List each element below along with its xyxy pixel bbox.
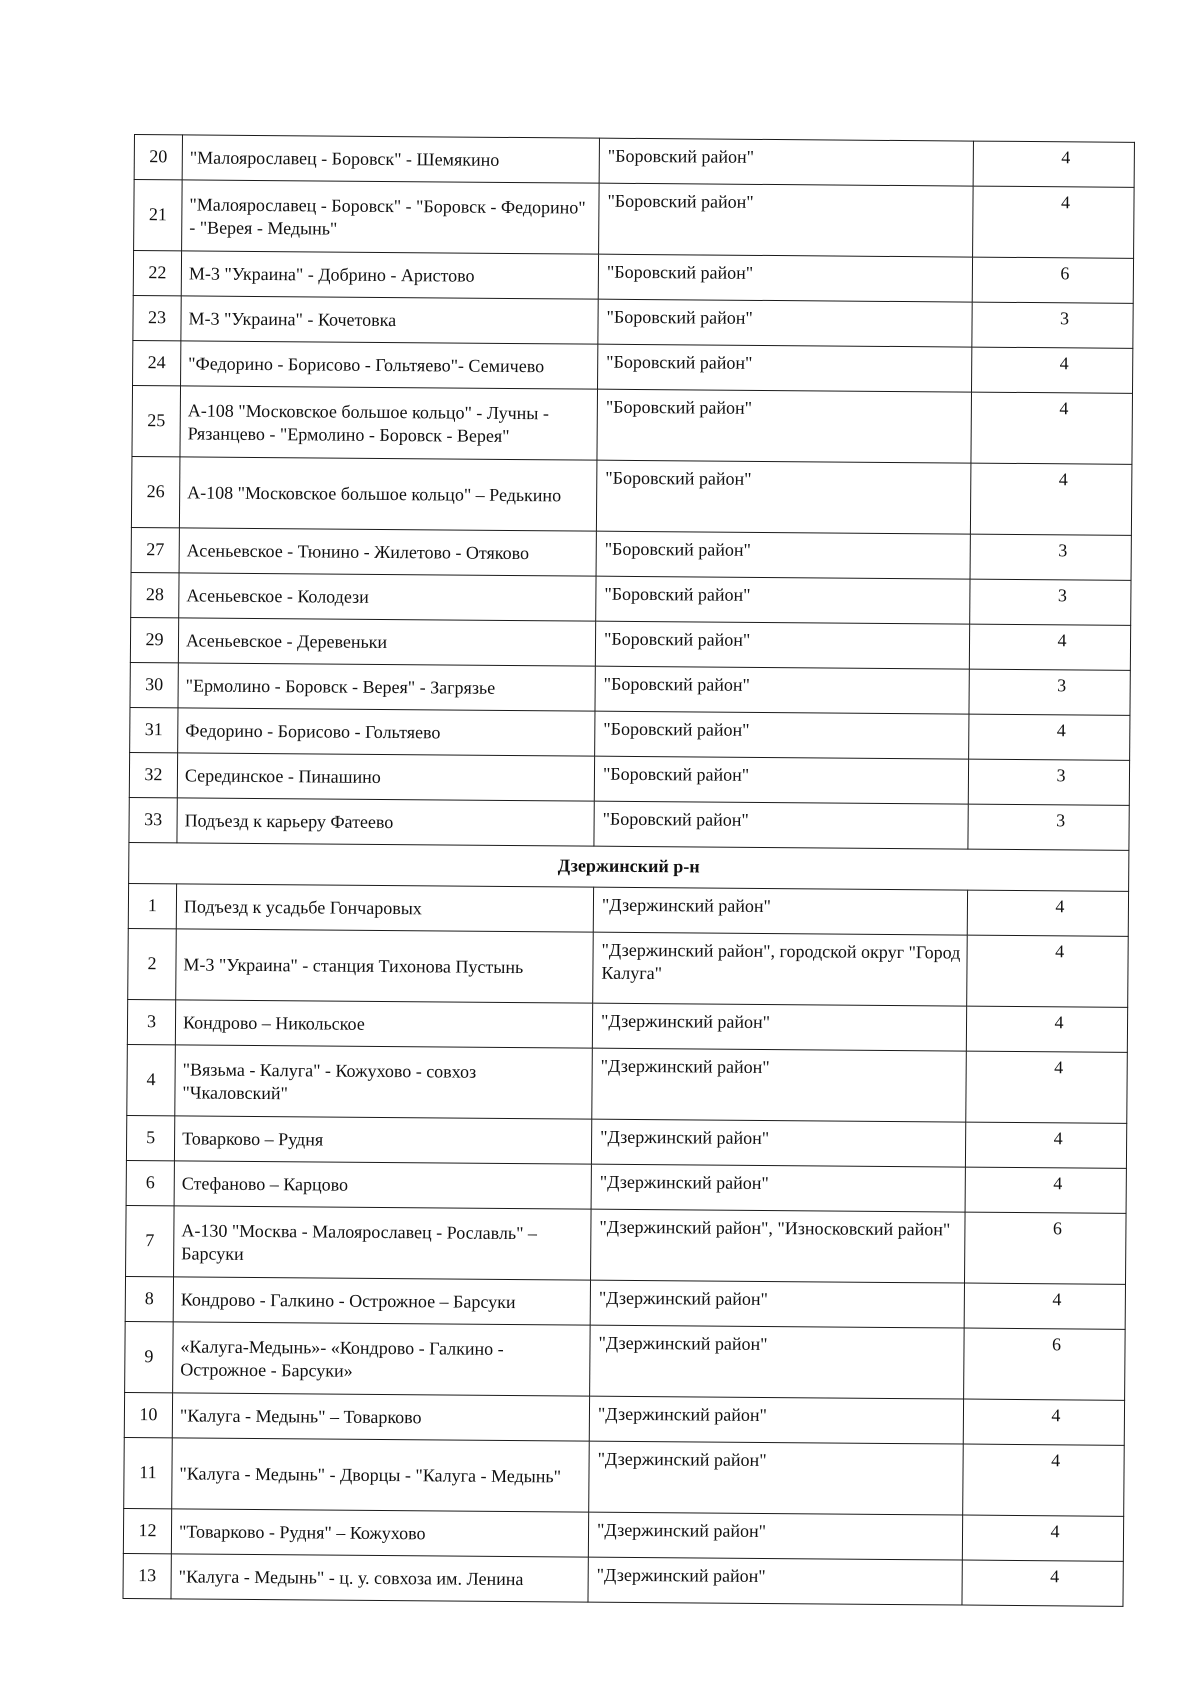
road-name: Серединское - Пинашино xyxy=(177,753,594,801)
road-owner: "Дзержинский район" xyxy=(592,1048,967,1122)
road-owner: "Дзержинский район" xyxy=(591,1119,965,1167)
table-row xyxy=(126,1205,1127,1284)
road-name: "Малоярославец - Боровск" - Шемякино xyxy=(182,135,599,183)
row-number: 25 xyxy=(132,385,181,456)
table-row xyxy=(133,251,1133,304)
roads-table xyxy=(122,134,1134,1607)
row-number: 8 xyxy=(125,1276,173,1321)
road-name: Подъезд к карьеру Фатеево xyxy=(177,798,594,846)
road-owner: "Боровский район" xyxy=(595,711,969,759)
road-class: 4 xyxy=(963,1399,1124,1445)
table-row xyxy=(131,456,1132,535)
row-number: 5 xyxy=(126,1115,174,1160)
road-owner: "Дзержинский район" xyxy=(590,1325,965,1399)
road-name: М-3 "Украина" - Добрино - Аристово xyxy=(181,251,598,299)
road-name: Асеньевское - Колодези xyxy=(179,573,596,621)
road-class: 4 xyxy=(965,1167,1126,1213)
road-owner: "Дзержинский район" xyxy=(589,1396,963,1444)
road-owner: "Боровский район" xyxy=(595,666,969,714)
road-class: 4 xyxy=(965,1122,1126,1168)
road-owner: "Боровский район" xyxy=(596,531,970,579)
road-class: 6 xyxy=(965,1212,1127,1284)
row-number: 23 xyxy=(133,295,181,340)
row-number: 2 xyxy=(128,928,177,999)
row-number: 13 xyxy=(123,1553,171,1598)
road-name: Асеньевское - Тюнино - Жилетово - Отяково xyxy=(179,528,596,576)
road-name: Товарково – Рудня xyxy=(174,1116,591,1164)
road-owner: "Дзержинский район" xyxy=(592,1003,966,1051)
road-owner: "Боровский район" xyxy=(599,183,974,257)
road-owner: "Боровский район" xyxy=(598,254,972,302)
road-owner: "Боровский район" xyxy=(598,299,972,347)
table-row xyxy=(126,1115,1126,1168)
road-owner: "Боровский район" xyxy=(594,801,968,849)
row-number: 9 xyxy=(125,1321,174,1392)
row-number: 21 xyxy=(134,180,183,251)
road-name: "Товарково - Рудня" – Кожухово xyxy=(171,1509,588,1557)
road-name: Асеньевское - Деревеньки xyxy=(178,618,595,666)
road-owner: "Боровский район" xyxy=(597,389,972,463)
row-number: 1 xyxy=(128,883,176,928)
road-name: "Калуга - Медынь" – Товарково xyxy=(172,1393,589,1441)
road-owner: "Боровский район" xyxy=(595,621,969,669)
table-row xyxy=(131,527,1131,580)
table-row xyxy=(131,572,1131,625)
road-name: Кондрово – Никольское xyxy=(175,1000,592,1048)
row-number: 24 xyxy=(133,340,181,385)
road-class: 4 xyxy=(971,392,1133,464)
table-row xyxy=(123,1553,1123,1606)
road-name: "Федорино - Борисово - Гольтяево"- Семичево xyxy=(181,341,598,389)
row-number: 31 xyxy=(130,707,178,752)
road-name: Кондрово - Галкино - Острожное – Барсуки xyxy=(173,1277,590,1325)
road-name: Федорино - Борисово - Гольтяево xyxy=(178,708,595,756)
table-row xyxy=(130,662,1130,715)
road-class: 4 xyxy=(971,347,1132,393)
row-number: 7 xyxy=(126,1205,175,1276)
road-class: 3 xyxy=(970,534,1131,580)
row-number: 11 xyxy=(124,1437,173,1508)
road-class: 4 xyxy=(962,1515,1123,1561)
table-row xyxy=(125,1321,1126,1400)
row-number: 30 xyxy=(130,662,178,707)
table-row xyxy=(130,617,1130,670)
road-owner: "Дзержинский район" xyxy=(588,1512,962,1560)
road-class: 4 xyxy=(962,1560,1123,1606)
road-class: 4 xyxy=(973,141,1134,187)
table-row xyxy=(127,1044,1128,1123)
road-name: "Ермолино - Боровск - Верея" - Загрязье xyxy=(178,663,595,711)
table-row xyxy=(133,295,1133,348)
section-title: Дзержинский р-н xyxy=(129,842,1129,891)
road-owner: "Дзержинский район", городской округ "Город Калуга" xyxy=(593,932,968,1006)
road-class: 4 xyxy=(966,1051,1128,1123)
road-owner: "Боровский район" xyxy=(599,138,973,186)
road-name: "Вязьма - Калуга" - Кожухово - совхоз "Чкаловский" xyxy=(175,1045,593,1119)
row-number: 28 xyxy=(131,572,179,617)
table-row xyxy=(126,1160,1126,1213)
road-name: М-3 "Украина" - станция Тихонова Пустынь xyxy=(176,929,594,1003)
road-owner: "Дзержинский район" xyxy=(593,887,967,935)
road-name: Подъезд к усадьбе Гончаровых xyxy=(176,884,593,932)
row-number: 29 xyxy=(130,617,178,662)
road-class: 3 xyxy=(970,579,1131,625)
road-name: А-108 "Московское большое кольцо" - Лучны - Рязанцево - "Ермолино - Боровск - Верея" xyxy=(180,386,598,460)
road-class: 3 xyxy=(968,759,1129,805)
road-class: 4 xyxy=(964,1283,1125,1329)
table-row xyxy=(129,797,1129,850)
road-class: 6 xyxy=(972,257,1133,303)
table-row xyxy=(133,340,1133,393)
road-name: А-108 "Московское большое кольцо" – Редькино xyxy=(179,457,597,531)
road-class: 4 xyxy=(967,890,1128,936)
road-owner: "Боровский район" xyxy=(596,576,970,624)
row-number: 27 xyxy=(131,527,179,572)
road-class: 6 xyxy=(964,1328,1126,1400)
road-owner: "Дзержинский район" xyxy=(590,1280,964,1328)
row-number: 20 xyxy=(134,135,182,180)
row-number: 32 xyxy=(129,752,177,797)
table-row xyxy=(128,928,1129,1007)
road-class: 4 xyxy=(973,186,1135,258)
row-number: 22 xyxy=(133,251,181,296)
road-class: 4 xyxy=(967,935,1129,1007)
road-class: 3 xyxy=(969,669,1130,715)
row-number: 33 xyxy=(129,797,177,842)
road-name: "Малоярославец - Боровск" - "Боровск - Федорино" - "Верея - Медынь" xyxy=(182,180,600,254)
road-owner: "Дзержинский район" xyxy=(588,1557,962,1605)
table-row xyxy=(128,883,1128,936)
row-number: 6 xyxy=(126,1160,174,1205)
road-name: "Калуга - Медынь" - Дворцы - "Калуга - Медынь" xyxy=(172,1438,590,1512)
table-row xyxy=(124,1437,1125,1516)
table-row xyxy=(129,752,1129,805)
road-owner: "Дзержинский район" xyxy=(589,1441,964,1515)
road-class: 3 xyxy=(968,804,1129,850)
road-owner: "Боровский район" xyxy=(594,756,968,804)
row-number: 12 xyxy=(123,1508,171,1553)
road-name: Стефаново – Карцово xyxy=(174,1161,591,1209)
row-number: 26 xyxy=(131,456,180,527)
road-class: 4 xyxy=(963,1444,1125,1516)
row-number: 3 xyxy=(127,999,175,1044)
road-class: 4 xyxy=(966,1006,1127,1052)
road-owner: "Боровский район" xyxy=(598,344,972,392)
table-row xyxy=(134,180,1135,259)
row-number: 4 xyxy=(127,1044,176,1115)
table-row xyxy=(132,385,1133,464)
road-class: 4 xyxy=(970,463,1132,535)
table-row xyxy=(134,135,1134,188)
road-owner: "Боровский район" xyxy=(596,460,971,534)
table-row xyxy=(123,1508,1123,1561)
road-name: «Калуга-Медынь»- «Кондрово - Галкино - Острожное - Барсуки» xyxy=(173,1322,591,1396)
road-name: М-3 "Украина" - Кочетовка xyxy=(181,296,598,344)
road-class: 4 xyxy=(969,714,1130,760)
road-owner: "Дзержинский район", "Износковский район" xyxy=(591,1209,966,1283)
table-row xyxy=(127,999,1127,1052)
road-name: "Калуга - Медынь" - ц. у. совхоза им. Ленина xyxy=(171,1554,588,1602)
table-row xyxy=(125,1276,1125,1329)
table-row xyxy=(124,1392,1124,1445)
road-owner: "Дзержинский район" xyxy=(591,1164,965,1212)
table-row xyxy=(130,707,1130,760)
road-class: 4 xyxy=(969,624,1130,670)
road-name: А-130 "Москва - Малоярославец - Рославль" – Барсуки xyxy=(174,1206,592,1280)
row-number: 10 xyxy=(124,1392,172,1437)
road-class: 3 xyxy=(972,302,1133,348)
